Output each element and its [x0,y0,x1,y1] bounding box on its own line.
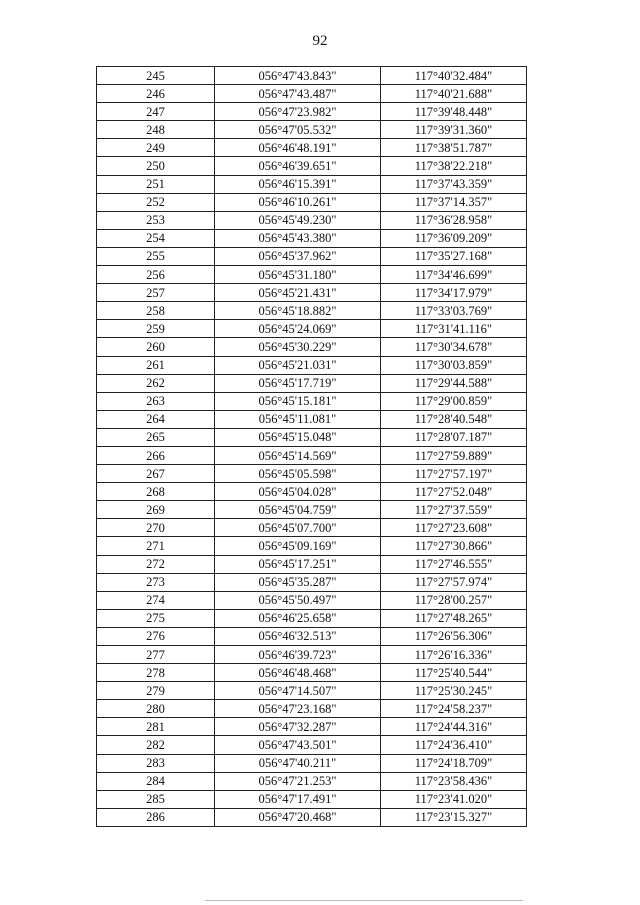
longitude-cell: 117°37'43.359" [381,175,527,193]
point-number-cell: 285 [97,790,215,808]
longitude-cell: 117°29'44.588" [381,374,527,392]
table-row [97,808,527,826]
latitude-cell: 056°46'10.261" [215,193,381,211]
point-number-cell: 255 [97,247,215,265]
point-number-cell: 273 [97,573,215,591]
longitude-cell: 117°39'48.448" [381,103,527,121]
point-number-cell: 275 [97,609,215,627]
latitude-cell: 056°47'20.468" [215,808,381,826]
latitude-cell: 056°45'30.229" [215,338,381,356]
table-row [97,67,527,85]
table-row [97,356,527,374]
latitude-cell: 056°46'32.513" [215,627,381,645]
longitude-cell: 117°24'18.709" [381,754,527,772]
longitude-cell: 117°23'15.327" [381,808,527,826]
table-row [97,555,527,573]
point-number-cell: 256 [97,266,215,284]
table-row [97,772,527,790]
latitude-cell: 056°47'43.843" [215,67,381,85]
point-number-cell: 283 [97,754,215,772]
table-row [97,609,527,627]
longitude-cell: 117°25'30.245" [381,682,527,700]
latitude-cell: 056°47'14.507" [215,682,381,700]
latitude-cell: 056°45'09.169" [215,537,381,555]
latitude-cell: 056°45'49.230" [215,211,381,229]
longitude-cell: 117°38'22.218" [381,157,527,175]
longitude-cell: 117°35'27.168" [381,247,527,265]
longitude-cell: 117°33'03.769" [381,302,527,320]
point-number-cell: 265 [97,428,215,446]
point-number-cell: 284 [97,772,215,790]
table-row [97,428,527,446]
latitude-cell: 056°45'37.962" [215,247,381,265]
longitude-cell: 117°27'37.559" [381,501,527,519]
latitude-cell: 056°45'18.882" [215,302,381,320]
table-row [97,446,527,464]
latitude-cell: 056°47'21.253" [215,772,381,790]
latitude-cell: 056°47'23.982" [215,103,381,121]
table-row [97,718,527,736]
point-number-cell: 264 [97,410,215,428]
latitude-cell: 056°47'23.168" [215,700,381,718]
latitude-cell: 056°45'14.569" [215,446,381,464]
longitude-cell: 117°34'46.699" [381,266,527,284]
table-row [97,682,527,700]
table-row [97,193,527,211]
point-number-cell: 248 [97,121,215,139]
point-number-cell: 245 [97,67,215,85]
table-row [97,790,527,808]
longitude-cell: 117°25'40.544" [381,664,527,682]
longitude-cell: 117°28'07.187" [381,428,527,446]
longitude-cell: 117°26'16.336" [381,646,527,664]
longitude-cell: 117°27'46.555" [381,555,527,573]
point-number-cell: 254 [97,229,215,247]
table-row [97,229,527,247]
table-row [97,157,527,175]
longitude-cell: 117°40'32.484" [381,67,527,85]
table-row [97,247,527,265]
table-row [97,410,527,428]
latitude-cell: 056°45'11.081" [215,410,381,428]
latitude-cell: 056°45'07.700" [215,519,381,537]
point-number-cell: 279 [97,682,215,700]
latitude-cell: 056°47'05.532" [215,121,381,139]
point-number-cell: 262 [97,374,215,392]
longitude-cell: 117°27'57.974" [381,573,527,591]
longitude-cell: 117°24'44.316" [381,718,527,736]
longitude-cell: 117°34'17.979" [381,284,527,302]
latitude-cell: 056°47'40.211" [215,754,381,772]
latitude-cell: 056°45'15.181" [215,392,381,410]
latitude-cell: 056°46'39.723" [215,646,381,664]
bottom-rule [205,900,523,901]
table-row [97,519,527,537]
table-row [97,537,527,555]
table-row [97,121,527,139]
latitude-cell: 056°46'15.391" [215,175,381,193]
point-number-cell: 286 [97,808,215,826]
table-row [97,284,527,302]
table-row [97,338,527,356]
point-number-cell: 267 [97,465,215,483]
latitude-cell: 056°46'39.651" [215,157,381,175]
table-row [97,501,527,519]
point-number-cell: 278 [97,664,215,682]
longitude-cell: 117°24'58.237" [381,700,527,718]
latitude-cell: 056°47'43.487" [215,85,381,103]
table-row [97,754,527,772]
latitude-cell: 056°45'21.031" [215,356,381,374]
table-row [97,664,527,682]
longitude-cell: 117°39'31.360" [381,121,527,139]
table-row [97,573,527,591]
point-number-cell: 282 [97,736,215,754]
point-number-cell: 260 [97,338,215,356]
latitude-cell: 056°47'17.491" [215,790,381,808]
point-number-cell: 247 [97,103,215,121]
table-row [97,320,527,338]
latitude-cell: 056°45'17.719" [215,374,381,392]
longitude-cell: 117°40'21.688" [381,85,527,103]
longitude-cell: 117°27'48.265" [381,609,527,627]
point-number-cell: 253 [97,211,215,229]
table-row [97,175,527,193]
point-number-cell: 271 [97,537,215,555]
point-number-cell: 268 [97,483,215,501]
latitude-cell: 056°45'35.287" [215,573,381,591]
point-number-cell: 280 [97,700,215,718]
table-row [97,103,527,121]
latitude-cell: 056°45'17.251" [215,555,381,573]
longitude-cell: 117°26'56.306" [381,627,527,645]
point-number-cell: 257 [97,284,215,302]
table-row [97,85,527,103]
point-number-cell: 251 [97,175,215,193]
latitude-cell: 056°45'04.028" [215,483,381,501]
latitude-cell: 056°45'50.497" [215,591,381,609]
longitude-cell: 117°30'34.678" [381,338,527,356]
table-row [97,392,527,410]
table-row [97,700,527,718]
longitude-cell: 117°23'41.020" [381,790,527,808]
point-number-cell: 259 [97,320,215,338]
point-number-cell: 263 [97,392,215,410]
longitude-cell: 117°38'51.787" [381,139,527,157]
longitude-cell: 117°27'57.197" [381,465,527,483]
latitude-cell: 056°45'43.380" [215,229,381,247]
coordinates-table [96,66,527,827]
longitude-cell: 117°27'59.889" [381,446,527,464]
latitude-cell: 056°46'25.658" [215,609,381,627]
point-number-cell: 266 [97,446,215,464]
latitude-cell: 056°45'31.180" [215,266,381,284]
point-number-cell: 269 [97,501,215,519]
longitude-cell: 117°37'14.357" [381,193,527,211]
point-number-cell: 274 [97,591,215,609]
longitude-cell: 117°36'09.209" [381,229,527,247]
longitude-cell: 117°28'00.257" [381,591,527,609]
point-number-cell: 276 [97,627,215,645]
longitude-cell: 117°23'58.436" [381,772,527,790]
point-number-cell: 258 [97,302,215,320]
table-row [97,266,527,284]
longitude-cell: 117°27'23.608" [381,519,527,537]
latitude-cell: 056°45'15.048" [215,428,381,446]
table-row [97,627,527,645]
point-number-cell: 261 [97,356,215,374]
table-row [97,302,527,320]
table-row [97,736,527,754]
latitude-cell: 056°46'48.191" [215,139,381,157]
longitude-cell: 117°27'30.866" [381,537,527,555]
coordinates-table-body [97,67,527,827]
longitude-cell: 117°24'36.410" [381,736,527,754]
point-number-cell: 249 [97,139,215,157]
page-number: 92 [312,33,328,49]
table-row [97,646,527,664]
latitude-cell: 056°47'32.287" [215,718,381,736]
latitude-cell: 056°47'43.501" [215,736,381,754]
latitude-cell: 056°45'05.598" [215,465,381,483]
table-row [97,374,527,392]
table-row [97,465,527,483]
table-row [97,591,527,609]
point-number-cell: 252 [97,193,215,211]
point-number-cell: 250 [97,157,215,175]
table-row [97,483,527,501]
point-number-cell: 246 [97,85,215,103]
latitude-cell: 056°45'24.069" [215,320,381,338]
point-number-cell: 272 [97,555,215,573]
point-number-cell: 281 [97,718,215,736]
latitude-cell: 056°46'48.468" [215,664,381,682]
longitude-cell: 117°36'28.958" [381,211,527,229]
latitude-cell: 056°45'21.431" [215,284,381,302]
table-row [97,211,527,229]
longitude-cell: 117°30'03.859" [381,356,527,374]
latitude-cell: 056°45'04.759" [215,501,381,519]
longitude-cell: 117°31'41.116" [381,320,527,338]
point-number-cell: 270 [97,519,215,537]
longitude-cell: 117°27'52.048" [381,483,527,501]
table-row [97,139,527,157]
longitude-cell: 117°28'40.548" [381,410,527,428]
point-number-cell: 277 [97,646,215,664]
longitude-cell: 117°29'00.859" [381,392,527,410]
